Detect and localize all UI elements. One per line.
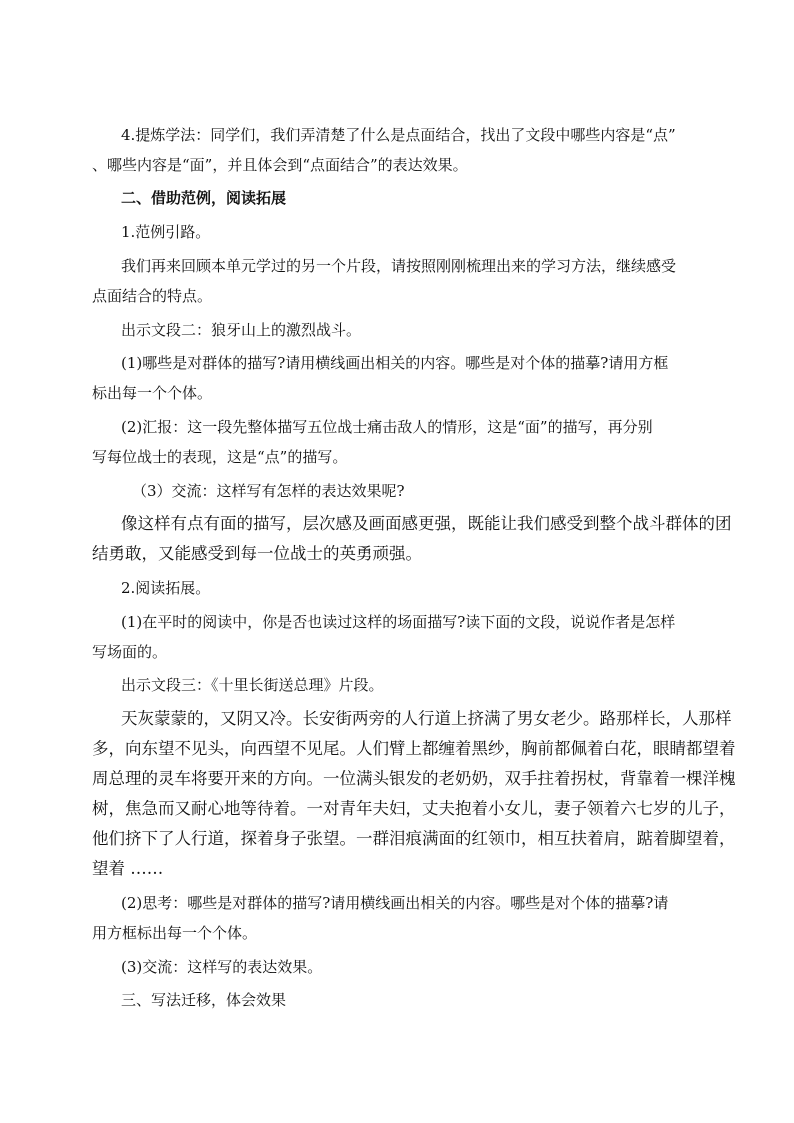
section-heading: 二、借助范例，阅读拓展	[121, 189, 287, 207]
paragraph-line: 出示文段二：狼牙山上的激烈战斗。	[121, 321, 362, 339]
paragraph-line: (2)汇报：这一段先整体描写五位战士痛击敌人的情形，这是“面”的描写，再分别	[121, 418, 653, 436]
paragraph-line: 2.阅读拓展。	[121, 579, 211, 597]
paragraph-line: 标出每一个个体。	[92, 384, 213, 402]
paragraph-line: 点面结合的特点。	[92, 287, 213, 305]
paragraph-line: （3）交流：这样写有怎样的表达效果呢?	[132, 482, 405, 500]
paragraph-line: (2)思考：哪些是对群体的描写?请用横线画出相关的内容。哪些是对个体的描摹?请	[121, 894, 669, 912]
paragraph-line: 、哪些内容是“面”，并且体会到“点面结合”的表达效果。	[92, 156, 468, 174]
paragraph-line: 出示文段三：《十里长街送总理》片段。	[121, 676, 384, 694]
paragraph-line: 写场面的。	[92, 643, 168, 661]
paragraph-line: (1)哪些是对群体的描写?请用横线画出相关的内容。哪些是对个体的描摹?请用方框	[121, 354, 669, 372]
paragraph-line: (3)交流：这样写的表达效果。	[121, 958, 323, 976]
paragraph-line: 天灰蒙蒙的，又阴又冷。长安街两旁的人行道上挤满了男女老少。路那样长，人那样	[121, 709, 732, 728]
paragraph-line: 1.范例引路。	[121, 223, 211, 241]
paragraph-line: 望着 ……	[92, 859, 164, 878]
section-heading: 三、写法迁移，体会效果	[121, 991, 287, 1009]
paragraph-line: 结勇敢，又能感受到每一位战士的英勇顽强。	[92, 544, 422, 563]
paragraph-line: 我们再来回顾本单元学过的另一个片段，请按照刚刚梳理出来的学习方法，继续感受	[121, 257, 677, 275]
paragraph-line: 周总理的灵车将要开来的方向。一位满头银发的老奶奶，双手拄着拐杖，背靠着一棵洋槐	[92, 769, 736, 788]
paragraph-line: 多，向东望不见头，向西望不见尾。人们臂上都缠着黑纱，胸前都佩着白花，眼睛都望着	[92, 739, 736, 758]
paragraph-line: 他们挤下了人行道，探着身子张望。一群泪痕满面的红领巾，相互扶着肩，踮着脚望着，	[92, 829, 736, 848]
paragraph-line: 4.提炼学法：同学们，我们弄清楚了什么是点面结合，找出了文段中哪些内容是“点”	[121, 126, 676, 144]
paragraph-line: 用方框标出每一个个体。	[92, 924, 258, 942]
paragraph-line: 树，焦急而又耐心地等待着。一对青年夫妇，丈夫抱着小女儿，妻子领着六七岁的儿子，	[92, 799, 736, 818]
paragraph-line: (1)在平时的阅读中，你是否也读过这样的场面描写?读下面的文段，说说作者是怎样	[121, 613, 676, 631]
paragraph-line: 写每位战士的表现，这是“点”的描写。	[92, 448, 348, 466]
paragraph-line: 像这样有点有面的描写，层次感及画面感更强，既能让我们感受到整个战斗群体的团	[121, 514, 732, 533]
